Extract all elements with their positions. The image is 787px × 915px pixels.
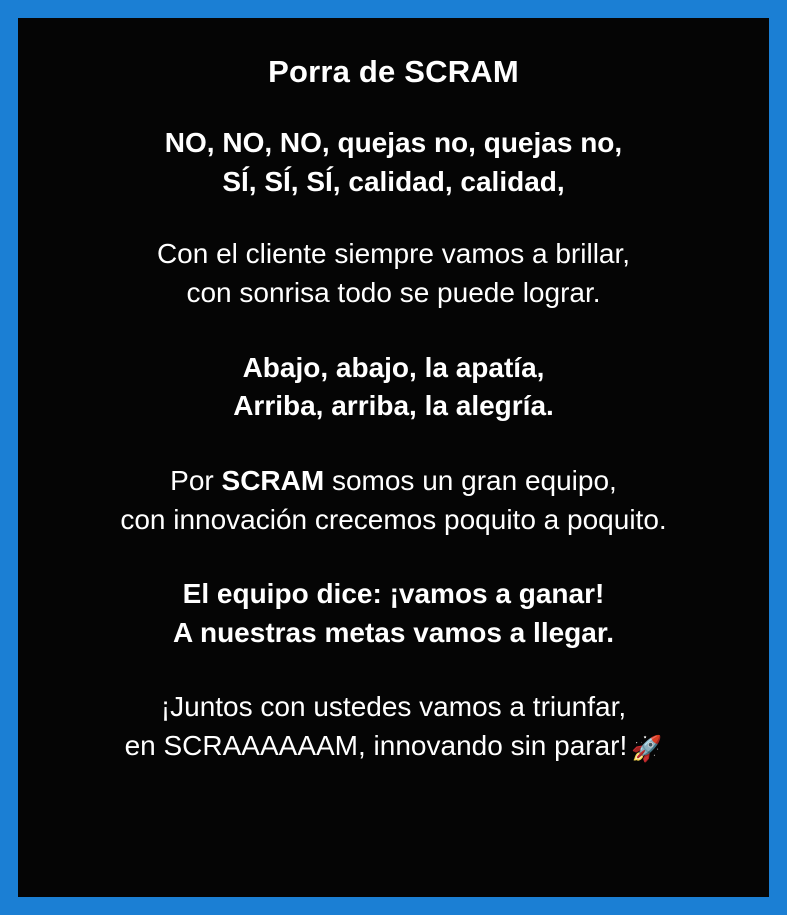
stanza-3-line-2: Arriba, arriba, la alegría.	[233, 390, 554, 422]
page-title: Porra de SCRAM	[268, 54, 519, 89]
stanza-2	[36, 235, 751, 312]
stanza-6-line-2	[36, 727, 751, 767]
stanza-6	[36, 688, 751, 766]
stanza-1-line-2: SÍ, SÍ, SÍ, calidad, calidad,	[222, 165, 565, 197]
stanza-6-line-1: ¡Juntos con ustedes vamos a triunfar,	[160, 691, 627, 723]
stanza-4-line-2: con innovación crecemos poquito a poquito.	[120, 503, 667, 535]
stanza-1-line-1: NO, NO, NO, quejas no, quejas no,	[164, 127, 623, 159]
stanza-2-line-2: con sonrisa todo se puede lograr.	[186, 277, 601, 309]
stanza-5-line-2: A nuestras metas vamos a llegar.	[173, 616, 614, 648]
stanza-3-line-1: Abajo, abajo, la apatía,	[242, 351, 545, 383]
stanza-3	[36, 349, 751, 426]
stanza-4	[36, 462, 751, 539]
stanza-5-line-1: El equipo dice: ¡vamos a ganar!	[182, 578, 605, 610]
stanza-2-line-1: Con el cliente siempre vamos a brillar,	[156, 238, 631, 270]
stanza-4-line-1: Por SCRAM somos un gran equipo,	[170, 464, 617, 496]
rocket-icon: 🚀	[631, 735, 663, 764]
stanza-5	[36, 575, 751, 652]
emphasis-scram: SCRAM	[221, 464, 325, 496]
stanza-1	[36, 124, 751, 201]
stanza-6-line-2-text: en SCRAAAAAAM, innovando sin parar!	[124, 730, 628, 762]
poster-content	[18, 18, 769, 897]
